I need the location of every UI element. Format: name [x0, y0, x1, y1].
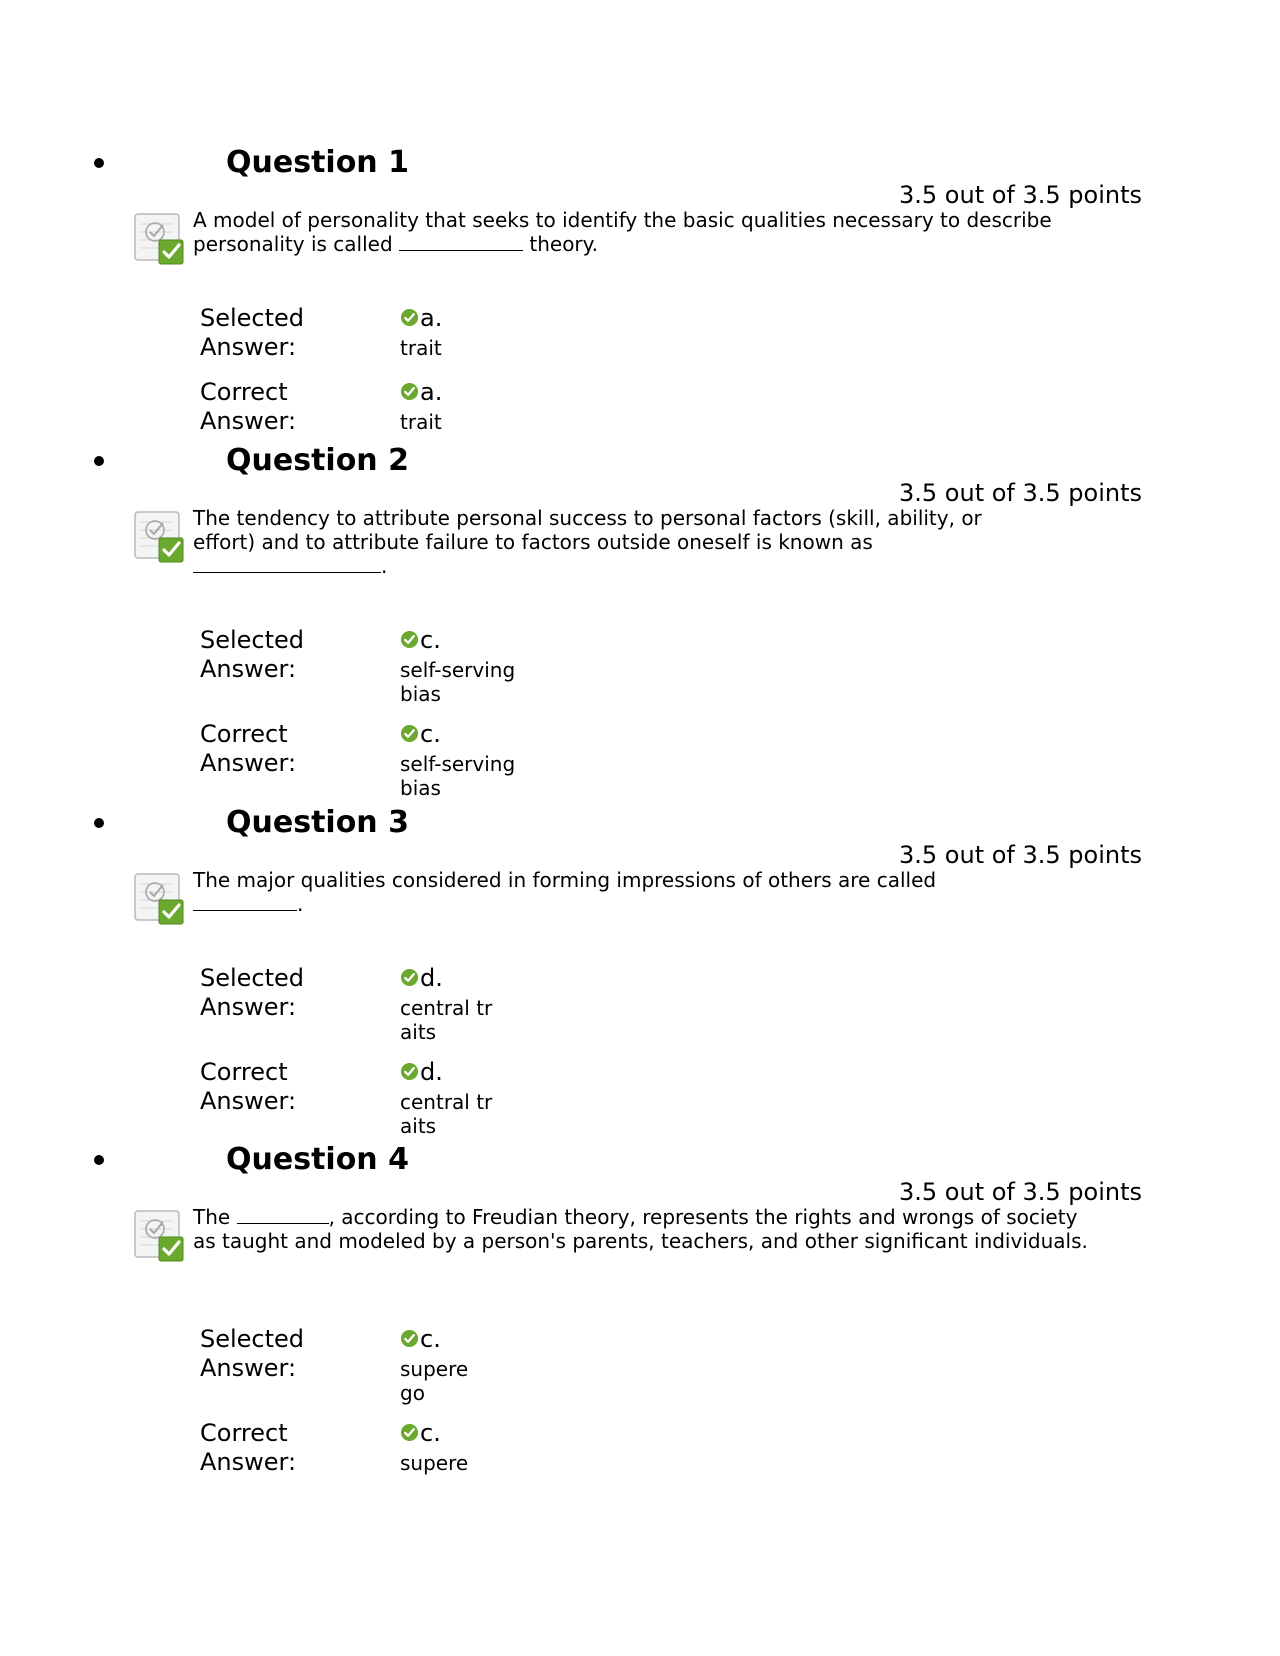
answer-letter: c. [420, 720, 441, 748]
answer-blank [237, 1205, 329, 1224]
selected-answer-label: Selected Answer: [200, 626, 305, 683]
list-bullet [94, 158, 104, 168]
graded-correct-icon [133, 872, 187, 926]
question-text: The , according to Freudian theory, represents the rights and wrongs of society as taught and modeled by a person's parents, teachers, and other significant individuals. [193, 1205, 1088, 1253]
selected-answer-label: Selected Answer: [200, 964, 305, 1021]
correct-check-icon [400, 1423, 419, 1442]
correct-check-icon [400, 724, 419, 743]
correct-check-icon [400, 968, 419, 987]
answer-letter: a. [420, 304, 443, 332]
answer-text: central traits [400, 1090, 493, 1138]
graded-correct-icon [133, 1209, 187, 1263]
correct-check-icon [400, 630, 419, 649]
question-text: The major qualities considered in forming impressions of others are called . [193, 868, 937, 916]
selected-answer-label: Selected Answer: [200, 304, 305, 361]
list-bullet [94, 1155, 104, 1165]
question-title: Question 2 [226, 443, 409, 478]
answer-blank [193, 554, 381, 573]
answer-text: self-serving bias [400, 752, 516, 800]
answer-text: superego [400, 1357, 469, 1405]
answer-letter: d. [420, 1058, 443, 1086]
answer-letter: c. [420, 1325, 441, 1353]
answer-blank [399, 232, 523, 251]
graded-correct-icon [133, 212, 187, 266]
answer-letter: d. [420, 964, 443, 992]
question-text: The tendency to attribute personal success to personal factors (skill, ability, or effort) and to attribute failure to factors outside oneself is known as . [193, 506, 982, 578]
selected-answer-label: Selected Answer: [200, 1325, 305, 1382]
question-text: A model of personality that seeks to identify the basic qualities necessary to describe personality is called theory. [193, 208, 1052, 256]
correct-check-icon [400, 1329, 419, 1348]
graded-correct-icon [133, 510, 187, 564]
question-points: 3.5 out of 3.5 points [899, 841, 1142, 869]
answer-blank [193, 892, 297, 911]
answer-text: self-serving bias [400, 658, 516, 706]
answer-text: supere [400, 1451, 469, 1475]
list-bullet [94, 456, 104, 466]
answer-letter: c. [420, 626, 441, 654]
question-points: 3.5 out of 3.5 points [899, 181, 1142, 209]
correct-answer-label: Correct Answer: [200, 1058, 297, 1115]
correct-answer-label: Correct Answer: [200, 378, 297, 435]
correct-check-icon [400, 382, 419, 401]
question-title: Question 3 [226, 805, 409, 840]
question-points: 3.5 out of 3.5 points [899, 1178, 1142, 1206]
question-points: 3.5 out of 3.5 points [899, 479, 1142, 507]
correct-check-icon [400, 308, 419, 327]
answer-text: trait [400, 336, 442, 360]
question-title: Question 1 [226, 145, 409, 180]
answer-letter: c. [420, 1419, 441, 1447]
correct-check-icon [400, 1062, 419, 1081]
correct-answer-label: Correct Answer: [200, 1419, 297, 1476]
question-title: Question 4 [226, 1142, 409, 1177]
correct-answer-label: Correct Answer: [200, 720, 297, 777]
list-bullet [94, 818, 104, 828]
answer-letter: a. [420, 378, 443, 406]
answer-text: trait [400, 410, 442, 434]
answer-text: central traits [400, 996, 493, 1044]
